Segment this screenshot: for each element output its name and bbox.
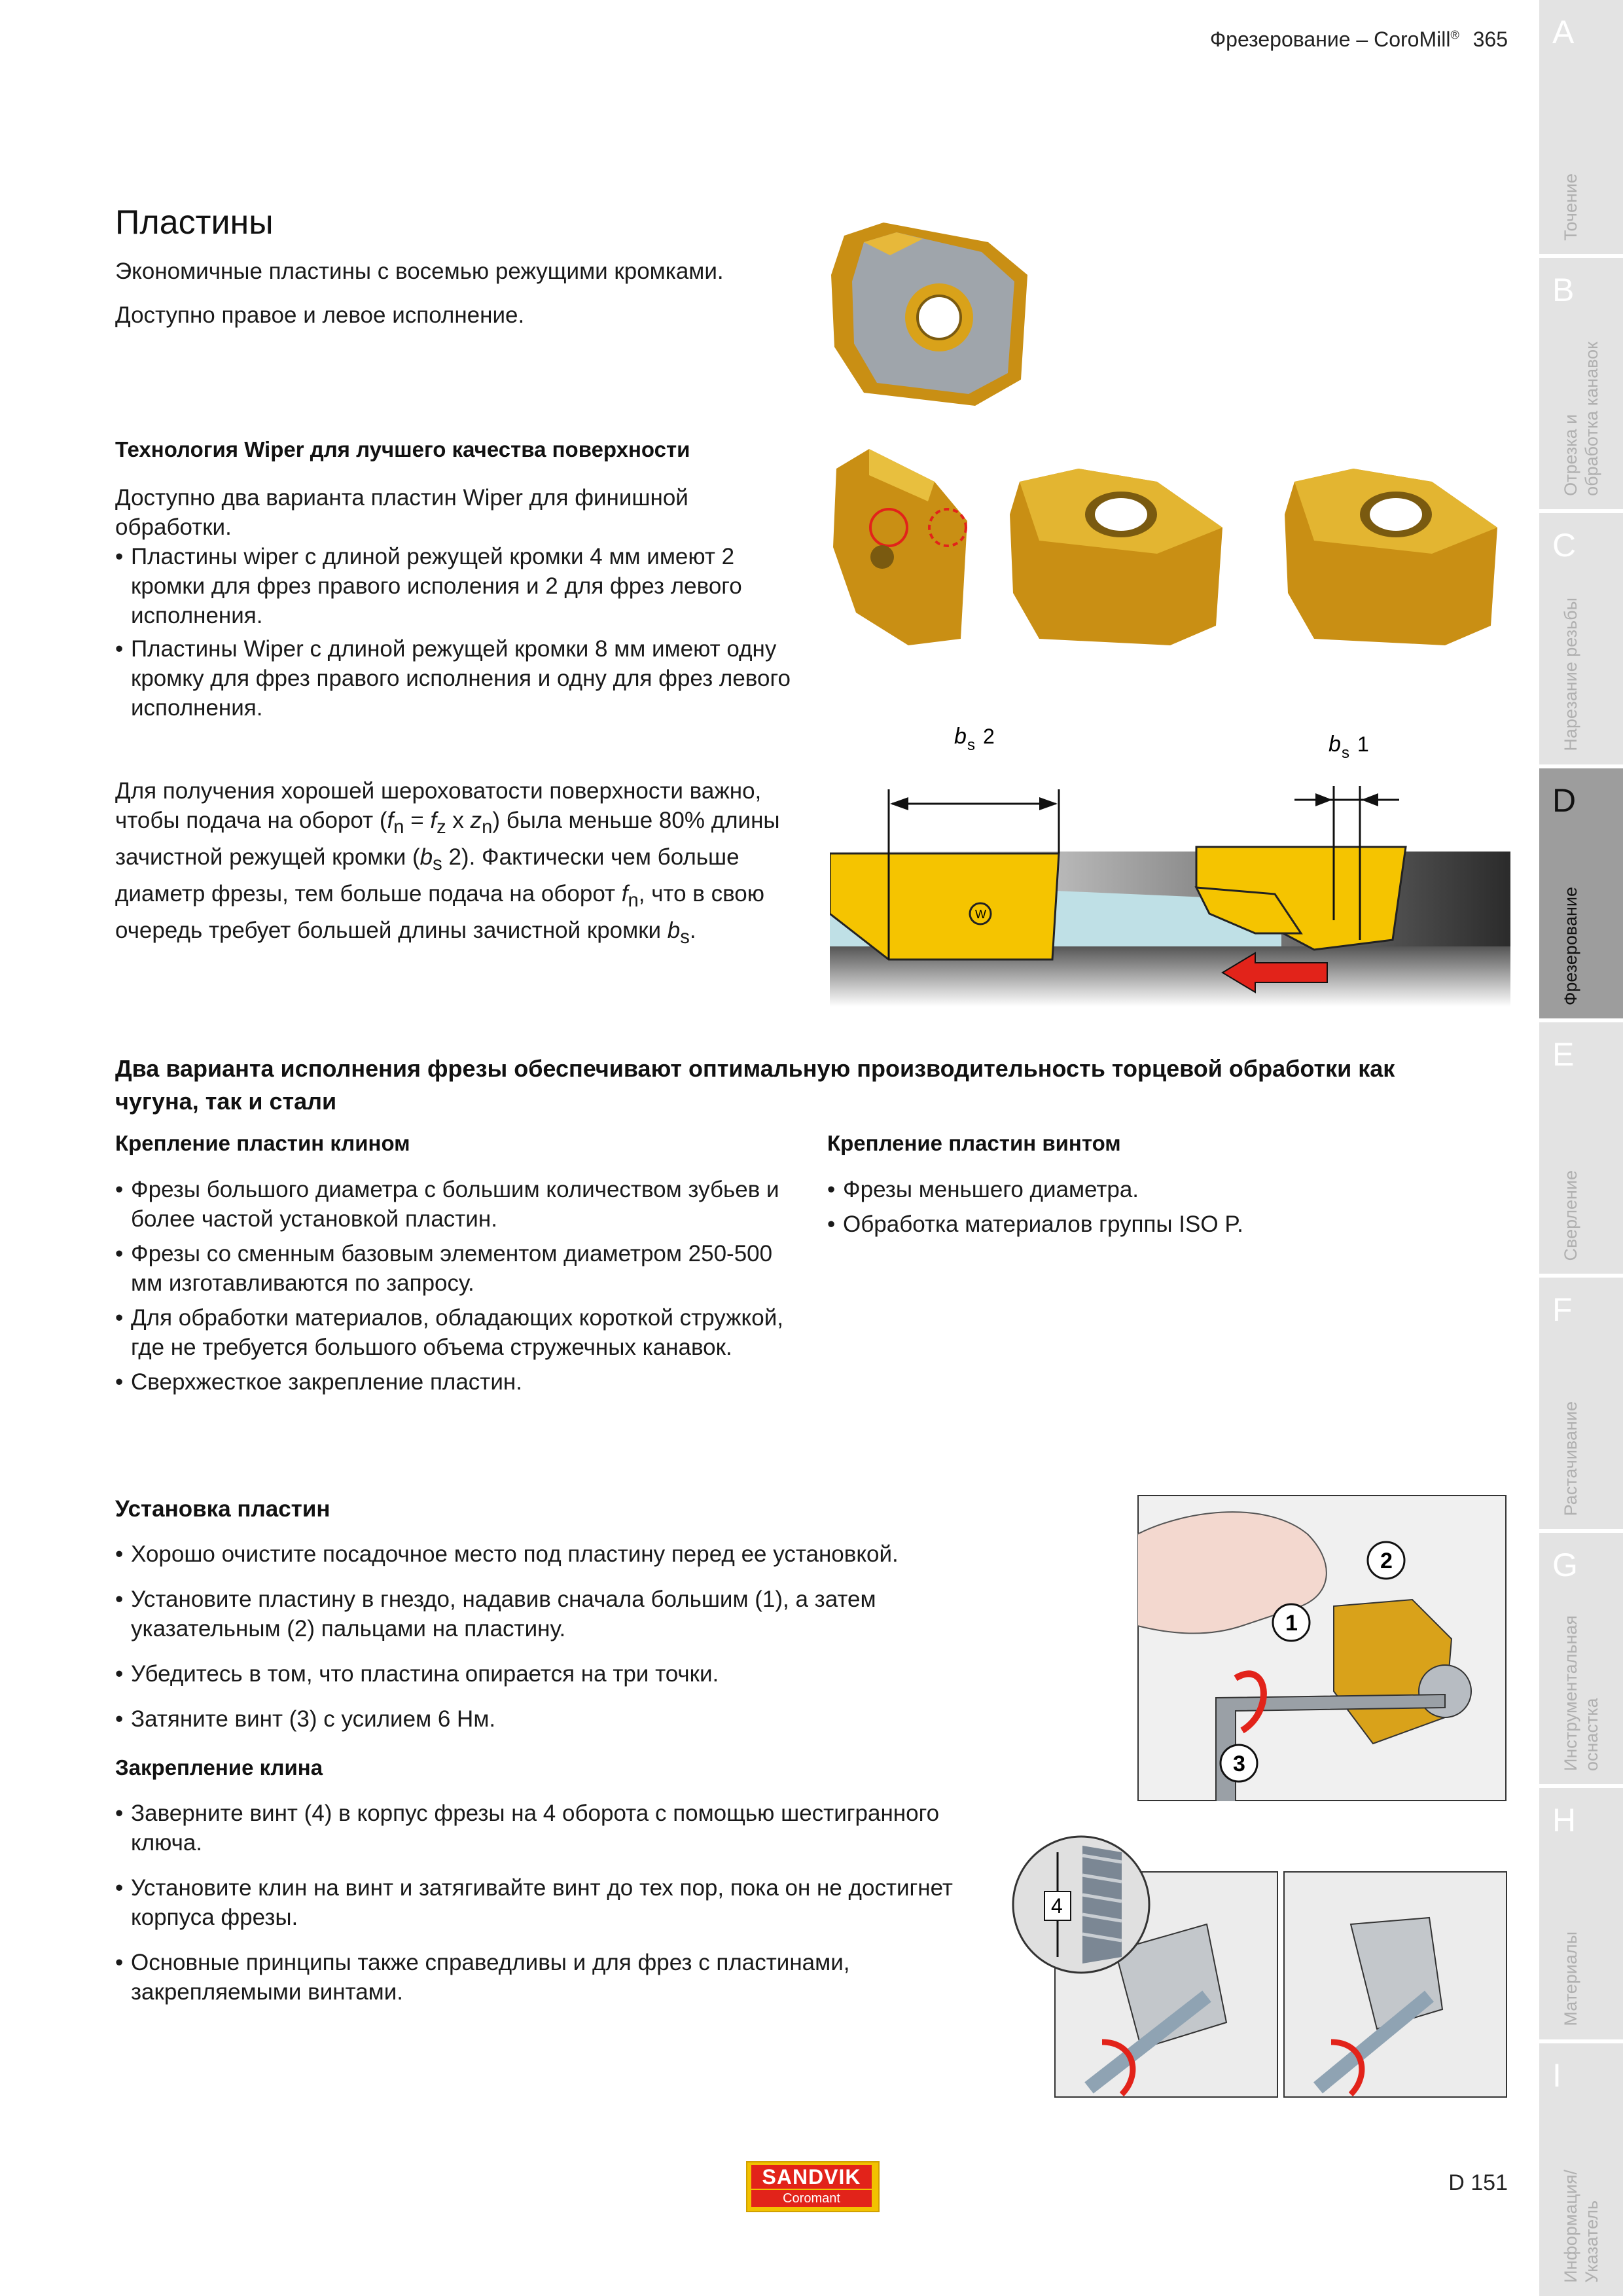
- tab-letter: H: [1552, 1802, 1577, 1839]
- tab-i[interactable]: [1539, 2043, 1623, 2296]
- left-bullet-1: • Фрезы большого диаметра с большим количеством зубьев и более частой установкой пластин.: [115, 1175, 796, 1234]
- wiper-lead: Доступно два варианта пластин Wiper для финишной обработки.: [115, 485, 688, 540]
- wiper-heading: Технология Wiper для лучшего качества поверхности: [115, 437, 690, 461]
- sandvik-logo: [746, 2161, 880, 2212]
- bs1-label-s: s: [1342, 744, 1349, 762]
- wedge-bullets: [115, 1799, 979, 2022]
- header-text: Фрезерование – CoroMill: [1209, 27, 1451, 51]
- zn-sub: n: [482, 817, 493, 838]
- tab-letter: F: [1552, 1291, 1573, 1328]
- right-column-bullets: [827, 1175, 1482, 1239]
- left-bullet-2: • Фрезы со сменным базовым элементом диаметром 250-500 мм изготавливаются по запросу.: [115, 1239, 796, 1298]
- bs2-label-b: b: [954, 724, 967, 749]
- wiper-bullets: [115, 542, 796, 723]
- intro-text: [115, 257, 809, 330]
- bs-symbol: b: [419, 844, 433, 870]
- variants-heading: Два варианта исполнения фрезы обеспечивают оптимальную производительность торцевой обработки как чугуна, так и стали: [115, 1055, 1395, 1115]
- tab-letter: G: [1552, 1547, 1578, 1583]
- tab-letter: E: [1552, 1036, 1575, 1073]
- times: x: [446, 808, 471, 833]
- fn2-sub: n: [628, 890, 639, 911]
- para-text-2: ) была меньше 80% длины зачистной режущей кромки (: [115, 808, 780, 870]
- intro-line-1: Экономичные пластины с восемью режущими кромками.: [115, 259, 724, 284]
- bs1-label-num: 1: [1357, 732, 1369, 756]
- wiper-bullet-1: • Пластины wiper с длиной режущей кромки 4 мм имеют 2 кромки для фрез правого исполения и 2 для фрез левого исполнения.: [115, 542, 796, 630]
- install-illustration: [1137, 1495, 1507, 1801]
- tab-label: Инструментальная оснастка: [1561, 1615, 1601, 1771]
- tab-h[interactable]: [1539, 1788, 1623, 2039]
- para-text-4: , что в свою очередь требует большей длины зачистной кромки: [115, 881, 764, 943]
- para-text-5: .: [689, 918, 696, 943]
- bs2-sub: s: [680, 927, 690, 948]
- wedge-heading: Закрепление клина: [115, 1755, 323, 1780]
- install-heading: Установка пластин: [115, 1496, 330, 1522]
- bs2-label-num: 2: [983, 725, 995, 748]
- tab-a[interactable]: [1539, 0, 1623, 254]
- tab-label: Нарезание резьбы: [1561, 598, 1580, 751]
- fn-sub: n: [393, 817, 404, 838]
- callout-1: 1: [1285, 1611, 1298, 1636]
- logo-bottom-text: Coromant: [751, 2190, 872, 2207]
- callout-3: 3: [1233, 1751, 1245, 1776]
- tab-b[interactable]: [1539, 258, 1623, 509]
- header-page-number: 365: [1472, 27, 1508, 51]
- intro-line-2: Доступно правое и левое исполнение.: [115, 302, 525, 328]
- wedge-bullet-3: • Основные принципы также справедливы и для фрез с пластинами, закрепляемыми винтами.: [115, 1948, 979, 2007]
- wedge-bullet-1: • Заверните винт (4) в корпус фрезы на 4 оборота с помощью шестигранного ключа.: [115, 1799, 979, 1857]
- fz-symbol: f: [430, 808, 437, 833]
- wiper-bullet-2: • Пластины Wiper с длиной режущей кромки 8 мм имеют одну кромку для фрез правого исполнения и одну для фрез левого исполнения.: [115, 634, 796, 723]
- tab-d[interactable]: [1539, 768, 1623, 1018]
- callout-4: 4: [1051, 1894, 1063, 1918]
- tab-label: Точение: [1561, 173, 1580, 241]
- install-bullet-4: • Затяните винт (3) с усилием 6 Нм.: [115, 1704, 979, 1734]
- tab-label: Отрезка и обработка канавок: [1561, 342, 1601, 496]
- page-title: Пластины: [115, 204, 274, 242]
- install-bullet-1: • Хорошо очистите посадочное место под пластину перед ее установкой.: [115, 1539, 979, 1569]
- insert-photo: [825, 216, 1034, 412]
- right-column-title: Крепление пластин винтом: [827, 1131, 1121, 1155]
- tab-letter: B: [1552, 272, 1575, 308]
- right-bullet-1: • Фрезы меньшего диаметра.: [827, 1175, 1482, 1204]
- tab-letter: A: [1552, 14, 1575, 50]
- fn2-symbol: f: [621, 881, 628, 906]
- tab-e[interactable]: [1539, 1022, 1623, 1274]
- bs2-label-s: s: [967, 736, 975, 754]
- left-bullet-4: • Сверхжесткое закрепление пластин.: [115, 1367, 796, 1397]
- running-header: [1210, 27, 1508, 52]
- fz-sub: z: [437, 817, 446, 838]
- left-bullet-3: • Для обработки материалов, обладающих короткой стружкой, где не требуется большого объема стружечных канавок.: [115, 1303, 796, 1362]
- equals: =: [404, 808, 431, 833]
- tab-label: Информация/ Указатель: [1561, 2170, 1601, 2283]
- bs1-label-b: b: [1329, 732, 1341, 757]
- tab-label: Материалы: [1561, 1931, 1580, 2026]
- install-bullet-2: • Установите пластину в гнездо, надавив сначала большим (1), а затем указательным (2) пальцами на пластину.: [115, 1585, 979, 1643]
- install-bullet-3: • Убедитесь в том, что пластина опирается на три точки.: [115, 1659, 979, 1689]
- tab-label: Фрезерование: [1561, 886, 1580, 1005]
- para-text-3: 2). Фактически чем больше диаметр фрезы, тем больше подача на оборот: [115, 844, 740, 906]
- tab-letter: I: [1552, 2057, 1561, 2094]
- install-bullets: [115, 1539, 979, 1749]
- wiper-paragraph: [115, 776, 796, 952]
- zn-symbol: z: [470, 808, 482, 833]
- tab-label: Сверление: [1561, 1170, 1580, 1261]
- wiper-marker: W: [975, 908, 986, 921]
- para-text-1: Для получения хорошей шероховатости поверхности важно, чтобы подача на оборот (: [115, 778, 762, 833]
- bs-sub: s: [433, 853, 442, 874]
- right-bullet-2: • Обработка материалов группы ISO P.: [827, 1210, 1482, 1239]
- tab-label: Растачивание: [1561, 1401, 1580, 1516]
- tab-g[interactable]: [1539, 1533, 1623, 1784]
- wiper-edge-diagram: [830, 724, 1510, 1007]
- tab-letter: C: [1552, 527, 1577, 564]
- wedge-bullet-2: • Установите клин на винт и затягивайте винт до тех пор, пока он не достигнет корпуса фрезы.: [115, 1873, 979, 1932]
- registered-mark: ®: [1450, 28, 1459, 42]
- logo-top-text: SANDVIK: [751, 2165, 872, 2189]
- wiper-inserts-photo: [830, 442, 1505, 658]
- section-tabs: [1539, 0, 1623, 2296]
- left-column-title: Крепление пластин клином: [115, 1131, 410, 1155]
- tab-letter: D: [1552, 782, 1577, 819]
- bs2-symbol: b: [667, 918, 681, 943]
- fn-symbol: f: [387, 808, 394, 833]
- tab-f[interactable]: [1539, 1278, 1623, 1529]
- left-column-bullets: [115, 1175, 796, 1397]
- wedge-illustration: [1010, 1826, 1508, 2101]
- footer-page-number: D 151: [1448, 2170, 1508, 2195]
- callout-2: 2: [1380, 1549, 1393, 1573]
- tab-c[interactable]: [1539, 513, 1623, 764]
